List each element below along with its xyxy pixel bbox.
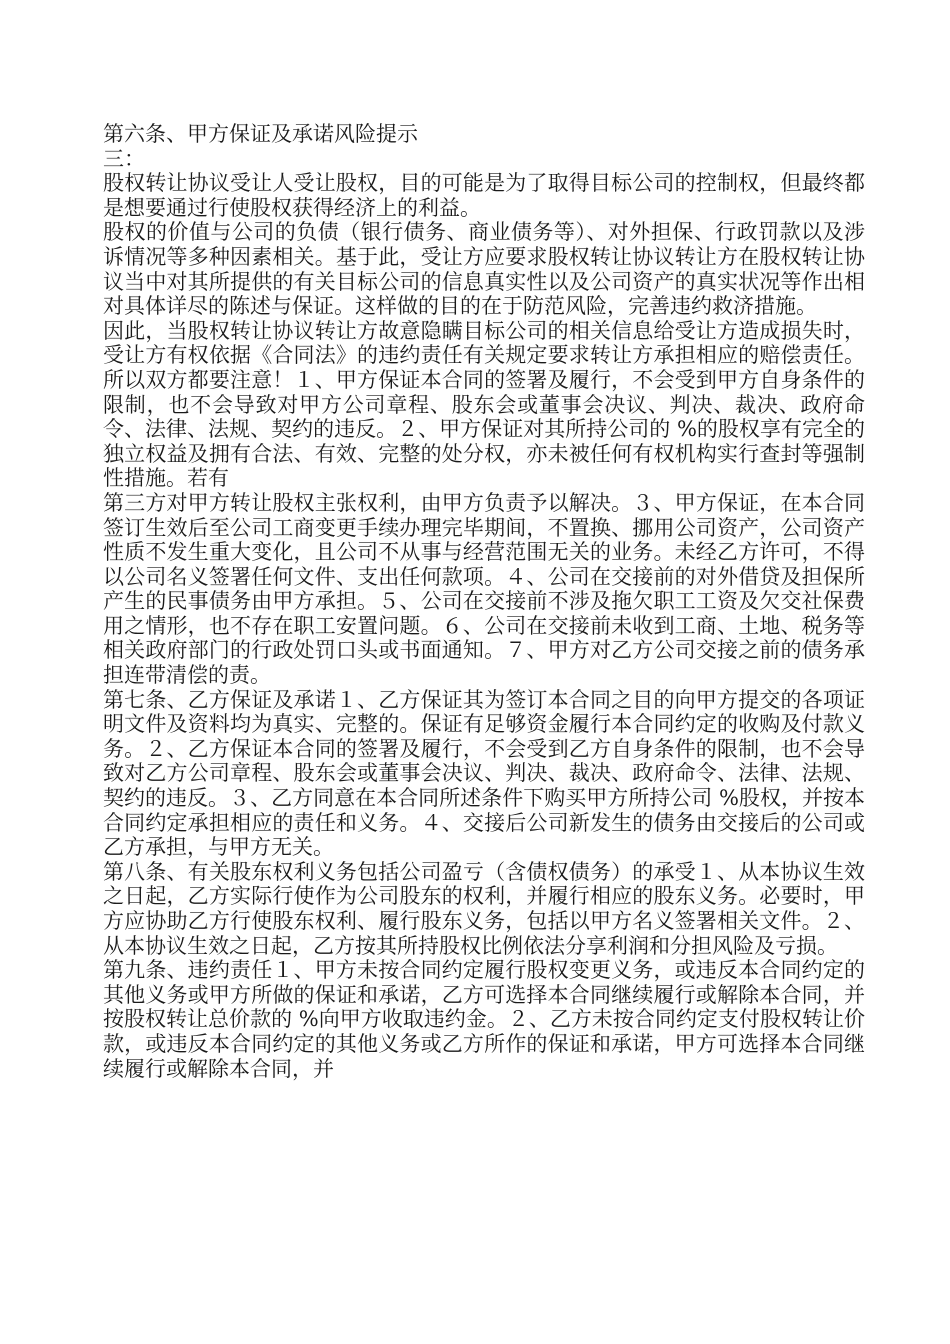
document-body	[103, 122, 865, 1081]
paragraph-equity-value: 股权的价值与公司的负债（银行债务、商业债务等）、对外担保、行政罚款以及涉诉情况等多种因素相关。基于此，受让方应要求股权转让协议转让方在股权转让协议当中对其所提供的有关目标公司的信息真实性以及公司资产的真实状况等作出相对具体详尽的陈述与保证。这样做的目的在于防范风险，完善违约救济措施。	[103, 220, 865, 319]
section-nine-breach-liability: 第九条、违约责任１、甲方未按合同约定履行股权变更义务，或违反本合同约定的其他义务或甲方所做的保证和承诺，乙方可选择本合同继续履行或解除本合同，并按股权转让总价款的 %向甲方收取违约金。２、乙方未按合同约定支付股权转让价款，或违反本合同约定的其他义务或乙方所作的保证和承诺，甲方可选择本合同继续履行或解除本合同，并	[103, 958, 865, 1081]
section-six-heading: 第六条、甲方保证及承诺风险提示	[103, 122, 418, 146]
paragraph-party-a-warranties: 因此，当股权转让协议转让方故意隐瞒目标公司的相关信息给受让方造成损失时，受让方有权依据《合同法》的违约责任有关规定要求转让方承担相应的赔偿责任。所以双方都要注意！１、甲方保证本合同的签署及履行，不会受到甲方自身条件的限制，也不会导致对甲方公司章程、股东会或董事会决议、判决、裁决、政府命令、法律、法规、契约的违反。２、甲方保证对其所持公司的 %的股权享有完全的独立权益及拥有合法、有效、完整的处分权，亦未被任何有权机构实行查封等强制性措施。若有	[103, 318, 865, 491]
section-eight-shareholder-rights: 第八条、有关股东权利义务包括公司盈亏（含债权债务）的承受１、从本协议生效之日起，乙方实际行使作为公司股东的权利，并履行相应的股东义务。必要时，甲方应协助乙方行使股东权利、履行股东义务，包括以甲方名义签署相关文件。２、从本协议生效之日起，乙方按其所持股权比例依法分享利润和分担风险及亏损。	[103, 859, 865, 958]
paragraph-party-a-warranties-continued: 第三方对甲方转让股权主张权利，由甲方负责予以解决。３、甲方保证，在本合同签订生效后至公司工商变更手续办理完毕期间，不置换、挪用公司资产，公司资产性质不发生重大变化，且公司不从事与经营范围无关的业务。未经乙方许可，不得以公司名义签署任何文件、支出任何款项。４、公司在交接前的对外借贷及担保所产生的民事债务由甲方承担。５、公司在交接前不涉及拖欠职工工资及欠交社保费用之情形，也不存在职工安置问题。６、公司在交接前未收到工商、土地、税务等相关政府部门的行政处罚口头或书面通知。７、甲方对乙方公司交接之前的债务承担连带清偿的责。	[103, 490, 865, 688]
section-six-subheading: 三：	[103, 146, 145, 171]
section-seven-party-b-warranties: 第七条、乙方保证及承诺１、乙方保证其为签订本合同之目的向甲方提交的各项证明文件及资料均为真实、完整的。保证有足够资金履行本合同约定的收购及付款义务。２、乙方保证本合同的签署及履行，不会受到乙方自身条件的限制，也不会导致对乙方公司章程、股东会或董事会决议、判决、裁决、政府命令、法律、法规、契约的违反。３、乙方同意在本合同所述条件下购买甲方所持公司 %股权，并按本合同约定承担相应的责任和义务。４、交接后公司新发生的债务由交接后的公司或乙方承担，与甲方无关。	[103, 687, 865, 860]
paragraph-purpose: 股权转让协议受让人受让股权，目的可能是为了取得目标公司的控制权，但最终都是想要通过行使股权获得经济上的利益。	[103, 171, 865, 220]
